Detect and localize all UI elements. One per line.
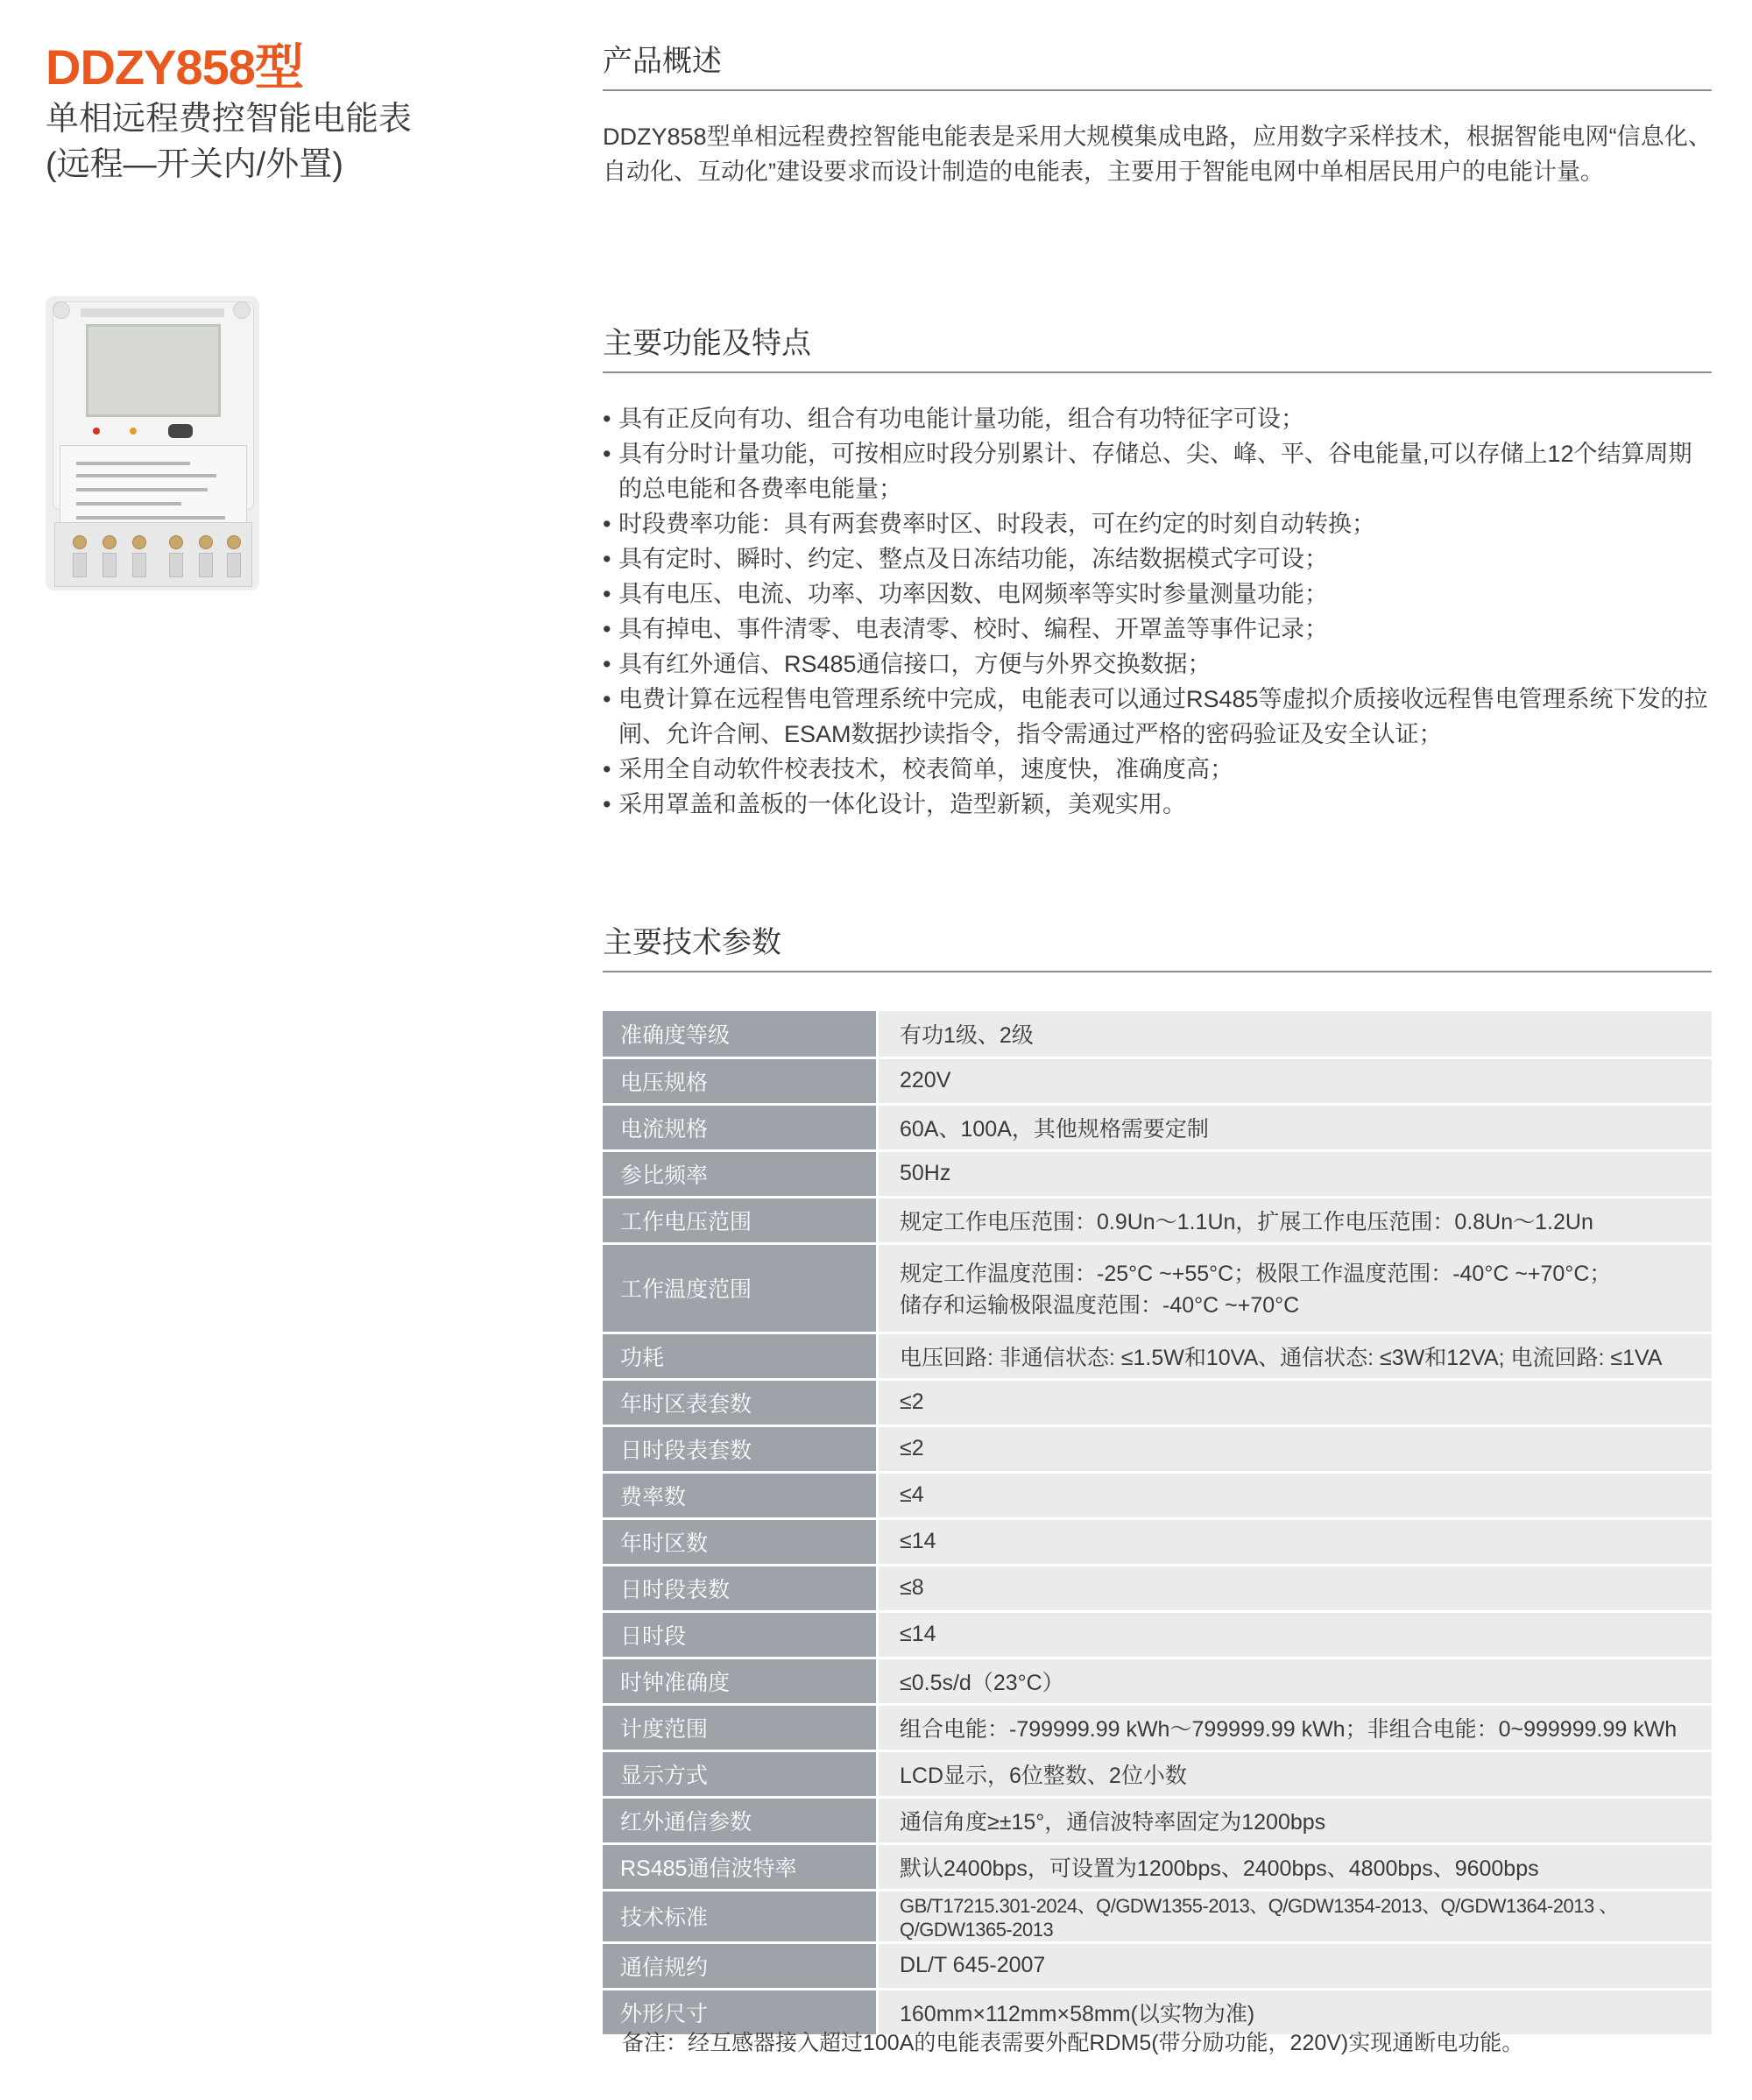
meter-led-amber [130,428,137,435]
table-row [603,1704,1712,1750]
param-value: 50Hz [878,1150,1713,1197]
terminal-screw [199,535,213,549]
param-value: 规定工作电压范围：0.9Un～1.1Un，扩展工作电压范围：0.8Un～1.2Un [878,1197,1713,1243]
product-header [46,39,536,187]
param-name: RS485通信波特率 [603,1843,878,1890]
nameplate-line [76,502,181,506]
param-name: 外形尺寸 [603,1989,878,2035]
table-row [603,1057,1712,1104]
table-row [603,1565,1712,1611]
param-value: 160mm×112mm×58mm(以实物为准) [878,1989,1713,2035]
table-row [603,1379,1712,1425]
table-row [603,1425,1712,1472]
param-value: 电压回路: 非通信状态: ≤1.5W和10VA、通信状态: ≤3W和12VA; 电流回路: ≤1VA [878,1333,1713,1379]
table-row [603,1890,1712,1942]
terminal-screw [73,535,87,549]
nameplate-line [76,516,225,520]
feature-item: • 具有正反向有功、组合有功电能计量功能，组合有功特征字可设； [603,401,1712,436]
param-name: 电流规格 [603,1104,878,1150]
terminal-slot [102,553,117,577]
param-value: ≤8 [878,1565,1713,1611]
param-value: LCD显示，6位整数、2位小数 [878,1750,1713,1797]
meter-button [168,424,193,438]
product-model: DDZY858型 [46,39,303,95]
param-value: ≤14 [878,1611,1713,1658]
table-row [603,1797,1712,1843]
param-value: 通信角度≥±15°，通信波特率固定为1200bps [878,1797,1713,1843]
params-note: 备注：经互感器接入超过100A的电能表需要外配RDM5(带分励功能，220V)实现通断电功能。 [622,2031,1524,2055]
feature-item: • 具有定时、瞬时、约定、整点及日冻结功能，冻结数据模式字可设； [603,541,1712,576]
table-row [603,1843,1712,1890]
feature-item: • 具有红外通信、RS485通信接口，方便与外界交换数据； [603,647,1712,682]
overview-text: DDZY858型单相远程费控智能电能表是采用大规模集成电路，应用数字采样技术，根据智能电网“信息化、自动化、互动化”建设要求而设计制造的电能表，主要用于智能电网中单相居民用户的电能计量。 [603,124,1712,185]
feature-item: • 电费计算在远程售电管理系统中完成，电能表可以通过RS485等虚拟介质接收远程售电管理系统下发的拉闸、允许合闸、ESAM数据抄读指令，指令需通过严格的密码验证及安全认证； [603,682,1712,752]
meter-lcd-display [86,324,221,417]
table-row [603,1942,1712,1989]
meter-led-red [93,428,100,435]
terminal-screw [132,535,146,549]
param-name: 技术标准 [603,1890,878,1942]
param-value-line: 规定工作温度范围：-25°C ~+55°C；极限工作温度范围：-40°C ~+70°C； [900,1262,1612,1286]
param-value: ≤2 [878,1425,1713,1472]
param-name: 费率数 [603,1472,878,1518]
param-value: ≤2 [878,1379,1713,1425]
param-name: 时钟准确度 [603,1658,878,1704]
params-title: 主要技术参数 [603,923,1712,972]
param-value: 有功1级、2级 [878,1011,1713,1057]
param-value: ≤4 [878,1472,1713,1518]
meter-label-strip [81,308,224,317]
param-name: 日时段表套数 [603,1425,878,1472]
param-name: 计度范围 [603,1704,878,1750]
product-name-line2: (远程—开关内/外置) [46,146,343,183]
table-row [603,1658,1712,1704]
terminal-screw [227,535,241,549]
table-row [603,1333,1712,1379]
overview-title: 产品概述 [603,42,1712,91]
terminal-slot [169,553,183,577]
param-value: ≤14 [878,1518,1713,1565]
terminal-slot [132,553,146,577]
param-value: 默认2400bps，可设置为1200bps、2400bps、4800bps、9600bps [878,1843,1713,1890]
terminal-screw [169,535,183,549]
terminal-slot [227,553,241,577]
terminal-screw [102,535,117,549]
param-name: 工作电压范围 [603,1197,878,1243]
param-name: 年时区数 [603,1518,878,1565]
feature-list [603,401,1712,822]
feature-item: • 具有电压、电流、功率、功率因数、电网频率等实时参量测量功能； [603,576,1712,612]
table-row [603,1518,1712,1565]
product-name-line1: 单相远程费控智能电能表 [46,101,413,138]
terminal-slot [73,553,87,577]
meter-screw-hole-right [233,301,251,319]
table-row [603,1750,1712,1797]
param-value [878,1243,1713,1333]
params-table [603,1011,1712,2037]
param-value: 60A、100A，其他规格需要定制 [878,1104,1713,1150]
nameplate-line [76,462,190,465]
nameplate-line [76,474,216,477]
param-name: 显示方式 [603,1750,878,1797]
feature-item: • 具有掉电、事件清零、电表清零、校时、编程、开罩盖等事件记录； [603,612,1712,647]
features-title: 主要功能及特点 [603,324,1712,373]
param-value: 组合电能：-799999.99 kWh～799999.99 kWh；非组合电能：0~999999.99 kWh [878,1704,1713,1750]
feature-item: • 采用罩盖和盖板的一体化设计，造型新颖，美观实用。 [603,787,1712,822]
terminal-slot [199,553,213,577]
param-name: 日时段表数 [603,1565,878,1611]
feature-item: • 具有分时计量功能，可按相应时段分别累计、存储总、尖、峰、平、谷电能量,可以存储上12个结算周期的总电能和各费率电能量； [603,436,1712,506]
feature-item: • 时段费率功能：具有两套费率时区、时段表，可在约定的时刻自动转换； [603,506,1712,541]
param-value: GB/T17215.301-2024、Q/GDW1355-2013、Q/GDW1354-2013、Q/GDW1364-2013 、Q/GDW1365-2013 [878,1890,1713,1942]
table-row [603,1150,1712,1197]
table-row [603,1197,1712,1243]
meter-terminal-block [54,522,252,587]
table-row [603,1243,1712,1333]
param-name: 通信规约 [603,1942,878,1989]
param-value-line: 储存和运输极限温度范围：-40°C ~+70°C [900,1293,1300,1318]
meter-screw-hole-left [53,301,70,319]
param-value: DL/T 645-2007 [878,1942,1713,1989]
param-name: 功耗 [603,1333,878,1379]
param-name: 工作温度范围 [603,1243,878,1333]
param-value: 220V [878,1057,1713,1104]
feature-item: • 采用全自动软件校表技术，校表简单，速度快，准确度高； [603,752,1712,787]
table-row [603,1611,1712,1658]
meter-image [46,296,259,590]
param-name: 准确度等级 [603,1011,878,1057]
param-name: 参比频率 [603,1150,878,1197]
param-value: ≤0.5s/d（23°C） [878,1658,1713,1704]
param-name: 电压规格 [603,1057,878,1104]
nameplate-line [76,488,208,491]
table-row [603,1011,1712,1057]
param-name: 日时段 [603,1611,878,1658]
param-name: 红外通信参数 [603,1797,878,1843]
table-row [603,1472,1712,1518]
param-name: 年时区表套数 [603,1379,878,1425]
table-row [603,1104,1712,1150]
